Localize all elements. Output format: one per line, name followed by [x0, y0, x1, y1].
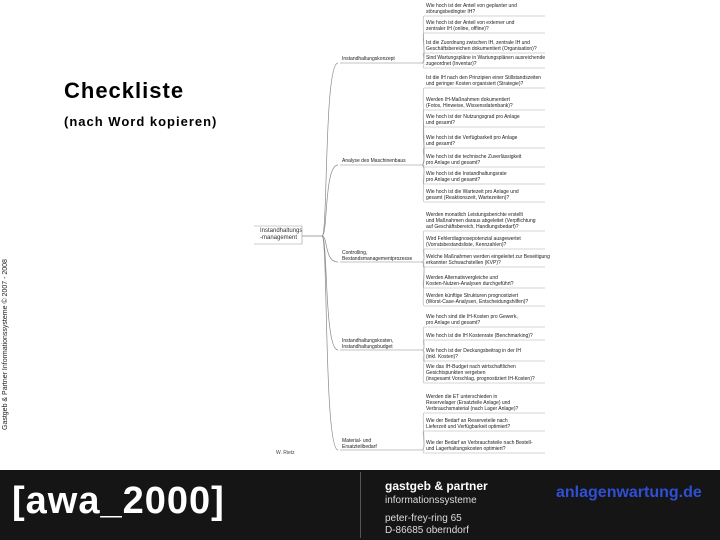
branch-4-leaf-3: Wie hoch ist der Deckungsbeitrag in der IH (inkl. Kosten)? — [426, 348, 522, 360]
branch-4-label: Instandhaltungskosten, Instandhaltungsbudget — [342, 338, 394, 350]
branch-3-leaf-3: Welche Maßnahmen werden eingeleitet zur Beseitigung erkannter Schwachstellen (KVP)? — [426, 254, 550, 266]
slide-subtitle: (nach Word kopieren) — [64, 114, 218, 129]
branch-5-leaf-3: Wie der Bedarf an Verbrauchsteile nach Bestell-und Lagerhaltungskosten optimiert? — [426, 440, 533, 452]
company-street: peter-frey-ring 65 — [385, 513, 462, 524]
branch-3-leaf-5: Werden künftige Strukturen prognostiziert (Worst-Case-Analysen, Entscheidungshilfen)? — [426, 293, 529, 305]
branch-3-leaf-4: Werden Alternativvergleiche und Kosten-Nutzen-Analysen durchgeführt? — [426, 275, 514, 287]
branch-2-leaf-6: Wie hoch ist die Instandhaltungsrate pro Anlage und gesamt? — [426, 171, 507, 183]
branch-4-leaf-1: Wie hoch sind die IH-Kosten pro Gewerk, pro Anlage und gesamt? — [426, 314, 518, 326]
branch-3-leaf-2: Wird Fehlerdiagnosepotenzial ausgewertet (Vorratsbestandsliste, Kennzahlen)? — [426, 236, 521, 248]
branch-1-leaf-1: Wie hoch ist der Anteil von geplanter und störungsbedingter IH? — [426, 3, 517, 15]
branch-4-leaf-connector-3 — [422, 350, 424, 361]
author-label: W. Rietz — [276, 450, 295, 456]
footer-divider — [360, 472, 361, 538]
branch-1-leaf-2: Wie hoch ist der Anteil von externer und zentraler IH (online, offline)? — [426, 20, 515, 32]
slide-title: Checkliste — [64, 78, 185, 103]
branch-5-leaf-2: Wie der Bedarf an Reserveteile nach Lieferzeit und Verfügbarkeit optimiert? — [426, 418, 511, 430]
company-name: gastgeb & partner — [385, 479, 488, 493]
awa-logo: [awa_2000] — [12, 480, 225, 522]
branch-5-label: Material- und Ersatzteilbedarf — [342, 438, 377, 450]
company-subtitle: informationssysteme — [385, 495, 477, 506]
branch-1-leaf-connector-4 — [422, 63, 424, 68]
website-link[interactable]: anlagenwartung.de — [556, 484, 702, 501]
branch-2-leaf-1: Ist die IH nach den Prinzipien einer Stillstandszeiten und geringer Kosten organisiert (Strategie)? — [426, 75, 542, 87]
branch-5-leaf-1: Werden die ET unterschieden in Reservelager (Ersatzteile Anlage) und Verbrauchsmaterial (nach Lager Anlage)? — [426, 394, 519, 412]
branch-3-label: Controlling, Bestandsmanagementprozesse — [342, 250, 413, 262]
branch-2-label: Analyse des Maschinenbaus — [342, 158, 406, 164]
branch-5-leaf-connector-3 — [422, 450, 424, 453]
branch-1-label: Instandhaltungskonzept — [342, 56, 395, 62]
branch-4-leaf-2: Wie hoch ist die IH Kostenrate (Benchmarking)? — [426, 333, 533, 339]
branch-1-connector — [322, 63, 338, 236]
branch-4-leaf-4: Wie das IH-Budget nach wirtschaftlichen Gesichtspunkten vergeben (insgesamt Vorschlag, prognostiziert IH-Kosten)? — [426, 364, 535, 382]
root-node-label: Instandhaltungs -management — [260, 228, 303, 241]
copyright-note: Gastgeb & Partner Informationssysteme © 2007 - 2008 — [2, 259, 9, 430]
branch-1-leaf-3: Ist die Zuordnung zwischen IH, zentrale IH und Geschäftsbereichen dokumentiert (Organisation)? — [426, 40, 537, 52]
branch-5-leaf-connector-1 — [422, 413, 424, 450]
branch-2-leaf-7: Wie hoch ist die Wartezeit pro Anlage und gesamt (Reaktionszeit, Wartezeiten)? — [426, 189, 519, 201]
branch-2-leaf-5: Wie hoch ist die technische Zuverlässigkeit pro Anlage und gesamt? — [426, 154, 522, 166]
branch-5-connector — [322, 236, 338, 450]
branch-4-leaf-connector-4 — [422, 350, 424, 383]
branch-2-leaf-2: Werden IH-Maßnahmen dokumentiert (Fotos, Hinweise, Wissensdatenbank)? — [426, 97, 513, 109]
branch-2-leaf-4: Wie hoch ist die Verfügbarkeit pro Anlage und gesamt? — [426, 135, 518, 147]
branch-2-leaf-connector-1 — [422, 88, 424, 165]
branch-2-leaf-3: Wie hoch ist der Nutzungsgrad pro Anlage und gesamt? — [426, 114, 520, 126]
branch-1-leaf-4: Sind Wartungspläne in Wartungsplänen ausreichende zugeordnet (Inventar)? — [426, 55, 546, 67]
branch-3-leaf-1: Werden monatlich Leistungsberichte erstellt und Maßnahmen daraus abgeleitet (Verpflichtung auf Geschäftsbereich, Handlungsbedarf)? — [426, 212, 536, 230]
branch-2-leaf-connector-7 — [422, 165, 424, 202]
company-city: D-86685 oberndorf — [385, 525, 469, 536]
